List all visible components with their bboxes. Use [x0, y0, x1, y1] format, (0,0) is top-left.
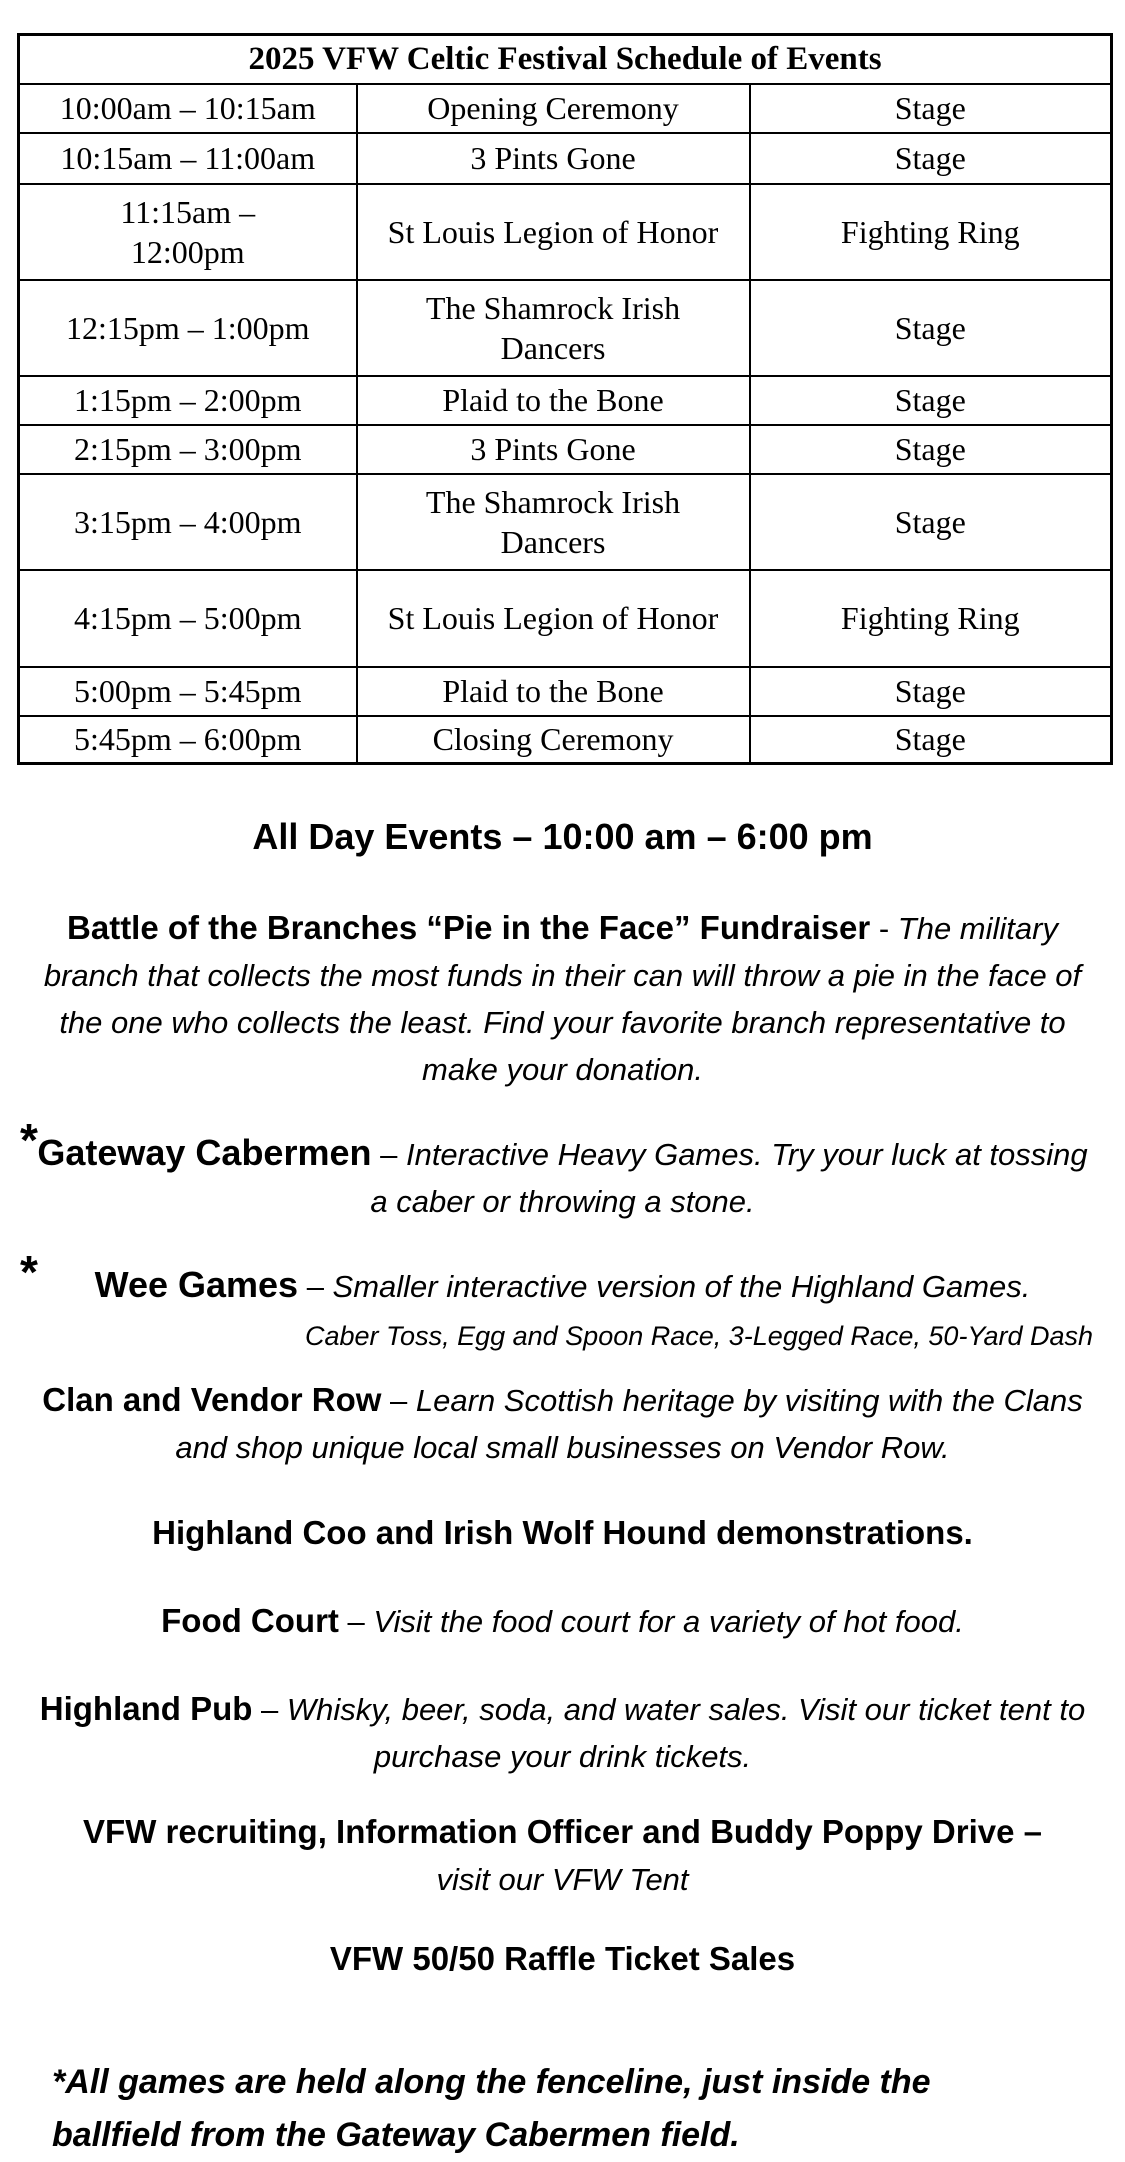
item-separator: – — [381, 1383, 416, 1418]
all-day-item-raffle-ticket-sales — [30, 1938, 1095, 1986]
asterisk-icon: * — [20, 1114, 38, 1166]
time-cell: 12:15pm – 1:00pm — [19, 280, 357, 376]
table-row — [19, 425, 1112, 474]
item-title: Highland Pub — [39, 1690, 253, 1727]
table-row — [19, 280, 1112, 376]
event-cell: The Shamrock Irish Dancers — [357, 280, 750, 376]
item-title: Gateway Cabermen — [37, 1132, 372, 1173]
event-cell: Opening Ceremony — [357, 84, 750, 133]
item-title: Battle of the Branches “Pie in the Face” Fundraiser — [67, 909, 871, 946]
all-day-item-vfw-recruiting — [30, 1811, 1095, 1900]
item-description: Smaller interactive version of the Highland Games. — [332, 1269, 1031, 1304]
item-description: Interactive Heavy Games. Try your luck at tossing a caber or throwing a stone. — [370, 1137, 1088, 1219]
table-row — [19, 474, 1112, 570]
time-cell: 10:15am – 11:00am — [19, 133, 357, 184]
time-cell: 4:15pm – 5:00pm — [19, 570, 357, 667]
item-title: Wee Games — [94, 1264, 299, 1305]
item-title: Food Court — [161, 1602, 339, 1639]
item-separator: – — [371, 1137, 406, 1172]
table-row — [19, 184, 1112, 280]
event-cell: Plaid to the Bone — [357, 667, 750, 716]
location-cell: Fighting Ring — [750, 570, 1112, 667]
location-cell: Stage — [750, 84, 1112, 133]
wee-games-events-list: Caber Toss, Egg and Spoon Race, 3-Legged Race, 50-Yard Dash — [305, 1321, 1093, 1351]
time-cell: 1:15pm – 2:00pm — [19, 376, 357, 425]
item-separator: - — [870, 911, 898, 946]
all-day-item-wee-games — [20, 1246, 1095, 1353]
time-cell: 5:00pm – 5:45pm — [19, 667, 357, 716]
asterisk-icon: * — [20, 1246, 38, 1298]
location-cell: Stage — [750, 716, 1112, 764]
table-row — [19, 376, 1112, 425]
location-cell: Stage — [750, 425, 1112, 474]
schedule-table — [17, 33, 1113, 765]
item-description: Whisky, beer, soda, and water sales. Visit our ticket tent to purchase your drink tickets. — [286, 1692, 1086, 1774]
all-day-item-food-court — [30, 1600, 1095, 1648]
table-row — [19, 570, 1112, 667]
all-day-section — [0, 815, 1125, 2162]
event-cell: 3 Pints Gone — [357, 133, 750, 184]
item-description: visit our VFW Tent — [436, 1862, 689, 1897]
location-cell: Stage — [750, 133, 1112, 184]
event-cell: St Louis Legion of Honor — [357, 570, 750, 667]
all-day-heading: All Day Events – 10:00 am – 6:00 pm — [252, 816, 873, 857]
event-cell: Closing Ceremony — [357, 716, 750, 764]
time-cell: 3:15pm – 4:00pm — [19, 474, 357, 570]
event-cell: Plaid to the Bone — [357, 376, 750, 425]
event-cell: 3 Pints Gone — [357, 425, 750, 474]
table-row — [19, 133, 1112, 184]
time-cell: 5:45pm – 6:00pm — [19, 716, 357, 764]
item-title: Highland Coo and Irish Wolf Hound demonstrations. — [152, 1514, 973, 1551]
event-cell: St Louis Legion of Honor — [357, 184, 750, 280]
time-cell: 10:00am – 10:15am — [19, 84, 357, 133]
location-cell: Stage — [750, 474, 1112, 570]
all-day-item-clan-and-vendor-row — [30, 1379, 1095, 1474]
time-cell: 2:15pm – 3:00pm — [19, 425, 357, 474]
time-cell: 11:15am – 12:00pm — [19, 184, 357, 280]
item-title: Clan and Vendor Row — [42, 1381, 382, 1418]
item-description: Visit the food court for a variety of hot food. — [373, 1604, 964, 1639]
all-day-item-highland-coo — [30, 1512, 1095, 1560]
all-day-item-highland-pub — [30, 1688, 1095, 1783]
all-day-item-gateway-cabermen — [20, 1114, 1095, 1228]
games-location-footnote: *All games are held along the fenceline, just inside the ballfield from the Gateway Cabermen field. — [52, 2063, 931, 2154]
table-row — [19, 84, 1112, 133]
all-day-item-battle-of-the-branches — [30, 907, 1095, 1096]
item-separator: – — [252, 1692, 287, 1727]
event-cell: The Shamrock Irish Dancers — [357, 474, 750, 570]
item-description: Learn Scottish heritage by visiting with the Clans and shop unique local small businesses on Vendor Row. — [175, 1383, 1083, 1465]
item-title: VFW recruiting, Information Officer and Buddy Poppy Drive – — [83, 1813, 1042, 1850]
table-row — [19, 667, 1112, 716]
table-row — [19, 716, 1112, 764]
item-separator: – — [298, 1269, 333, 1304]
table-title: 2025 VFW Celtic Festival Schedule of Events — [19, 35, 1112, 84]
location-cell: Stage — [750, 667, 1112, 716]
item-separator: – — [338, 1604, 374, 1639]
location-cell: Stage — [750, 376, 1112, 425]
item-description: The military branch that collects the most funds in their can will throw a pie in the face of the one who collects the least. Find your favorite branch representative to make your donation. — [43, 911, 1082, 1087]
location-cell: Fighting Ring — [750, 184, 1112, 280]
table-title-row — [19, 35, 1112, 84]
location-cell: Stage — [750, 280, 1112, 376]
item-title: VFW 50/50 Raffle Ticket Sales — [329, 1940, 796, 1977]
